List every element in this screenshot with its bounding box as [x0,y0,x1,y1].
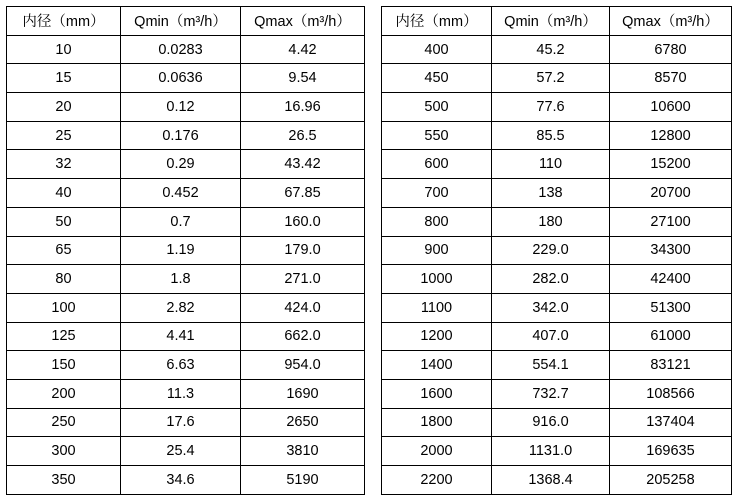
table-row [7,293,365,322]
cell-qmin: 1131.0 [492,437,610,466]
cell-qmin: 85.5 [492,121,610,150]
cell-qmin: 0.0636 [121,64,241,93]
table-header-row [7,7,365,36]
table-row [7,93,365,122]
cell-qmax: 27100 [610,207,732,236]
cell-qmax: 1690 [241,379,365,408]
cell-inner-diameter: 350 [7,466,121,495]
cell-inner-diameter: 1400 [382,351,492,380]
cell-qmax: 954.0 [241,351,365,380]
small-diameter-table [6,6,365,495]
table-row [7,150,365,179]
cell-qmax: 108566 [610,379,732,408]
cell-qmin: 407.0 [492,322,610,351]
table-row [382,121,732,150]
cell-qmin: 6.63 [121,351,241,380]
cell-inner-diameter: 100 [7,293,121,322]
table-row [7,351,365,380]
cell-qmin: 34.6 [121,466,241,495]
cell-qmin: 180 [492,207,610,236]
cell-qmax: 205258 [610,466,732,495]
cell-inner-diameter: 200 [7,379,121,408]
cell-qmin: 11.3 [121,379,241,408]
cell-qmin: 0.452 [121,179,241,208]
table-row [7,437,365,466]
cell-inner-diameter: 65 [7,236,121,265]
cell-qmin: 17.6 [121,408,241,437]
cell-qmin: 229.0 [492,236,610,265]
cell-inner-diameter: 150 [7,351,121,380]
cell-qmin: 0.0283 [121,35,241,64]
cell-qmax: 16.96 [241,93,365,122]
cell-qmin: 1.8 [121,265,241,294]
cell-qmin: 25.4 [121,437,241,466]
cell-inner-diameter: 125 [7,322,121,351]
table-row [7,265,365,294]
cell-qmin: 0.29 [121,150,241,179]
cell-qmax: 12800 [610,121,732,150]
cell-inner-diameter: 40 [7,179,121,208]
cell-qmin: 2.82 [121,293,241,322]
cell-qmax: 6780 [610,35,732,64]
cell-qmax: 83121 [610,351,732,380]
cell-qmax: 51300 [610,293,732,322]
table-row [382,64,732,93]
cell-qmin: 45.2 [492,35,610,64]
cell-qmax: 10600 [610,93,732,122]
cell-qmin: 138 [492,179,610,208]
table-row [7,379,365,408]
column-header-qmin: Qmin（m³/h） [121,7,241,36]
cell-inner-diameter: 550 [382,121,492,150]
cell-qmax: 42400 [610,265,732,294]
cell-qmin: 732.7 [492,379,610,408]
cell-qmax: 8570 [610,64,732,93]
cell-qmin: 1368.4 [492,466,610,495]
cell-qmin: 0.176 [121,121,241,150]
cell-inner-diameter: 10 [7,35,121,64]
cell-inner-diameter: 15 [7,64,121,93]
table-row [7,322,365,351]
cell-inner-diameter: 1100 [382,293,492,322]
cell-inner-diameter: 1200 [382,322,492,351]
table-row [382,179,732,208]
cell-qmax: 424.0 [241,293,365,322]
cell-qmax: 20700 [610,179,732,208]
cell-qmin: 916.0 [492,408,610,437]
table-row [382,293,732,322]
table-row [7,466,365,495]
table-row [382,322,732,351]
cell-qmin: 4.41 [121,322,241,351]
cell-inner-diameter: 700 [382,179,492,208]
table-row [382,236,732,265]
cell-qmin: 77.6 [492,93,610,122]
cell-inner-diameter: 32 [7,150,121,179]
table-row [382,150,732,179]
cell-qmax: 169635 [610,437,732,466]
table-row [7,121,365,150]
cell-qmin: 342.0 [492,293,610,322]
cell-qmax: 137404 [610,408,732,437]
cell-inner-diameter: 80 [7,265,121,294]
cell-qmax: 67.85 [241,179,365,208]
cell-qmax: 2650 [241,408,365,437]
table-row [382,35,732,64]
cell-inner-diameter: 1600 [382,379,492,408]
cell-qmin: 110 [492,150,610,179]
cell-qmin: 1.19 [121,236,241,265]
table-header-row [382,7,732,36]
table-row [382,207,732,236]
column-header-inner-diameter: 内径（mm） [7,7,121,36]
table-row [382,265,732,294]
table-row [382,93,732,122]
cell-inner-diameter: 2000 [382,437,492,466]
column-header-qmin: Qmin（m³/h） [492,7,610,36]
column-header-inner-diameter: 内径（mm） [382,7,492,36]
cell-qmax: 9.54 [241,64,365,93]
cell-inner-diameter: 450 [382,64,492,93]
cell-inner-diameter: 400 [382,35,492,64]
table-row [382,351,732,380]
cell-qmax: 5190 [241,466,365,495]
cell-inner-diameter: 1800 [382,408,492,437]
cell-inner-diameter: 20 [7,93,121,122]
cell-qmin: 0.12 [121,93,241,122]
table-row [382,379,732,408]
cell-inner-diameter: 800 [382,207,492,236]
cell-inner-diameter: 300 [7,437,121,466]
cell-qmax: 160.0 [241,207,365,236]
table-row [382,466,732,495]
cell-qmin: 57.2 [492,64,610,93]
cell-inner-diameter: 25 [7,121,121,150]
small-diameter-table-wrap [6,6,365,495]
table-row [7,64,365,93]
table-row [7,207,365,236]
table-row [7,408,365,437]
table-row [7,179,365,208]
cell-qmax: 61000 [610,322,732,351]
large-diameter-table [381,6,732,495]
cell-inner-diameter: 50 [7,207,121,236]
column-header-qmax: Qmax（m³/h） [610,7,732,36]
cell-inner-diameter: 1000 [382,265,492,294]
table-row [382,437,732,466]
cell-inner-diameter: 500 [382,93,492,122]
cell-inner-diameter: 2200 [382,466,492,495]
cell-inner-diameter: 900 [382,236,492,265]
cell-qmax: 271.0 [241,265,365,294]
table-row [7,236,365,265]
cell-qmax: 15200 [610,150,732,179]
cell-qmax: 4.42 [241,35,365,64]
table-row [7,35,365,64]
cell-qmin: 0.7 [121,207,241,236]
cell-qmin: 282.0 [492,265,610,294]
cell-qmax: 34300 [610,236,732,265]
cell-qmax: 3810 [241,437,365,466]
cell-inner-diameter: 250 [7,408,121,437]
column-header-qmax: Qmax（m³/h） [241,7,365,36]
cell-qmax: 26.5 [241,121,365,150]
table-row [382,408,732,437]
cell-qmin: 554.1 [492,351,610,380]
cell-qmax: 179.0 [241,236,365,265]
cell-qmax: 662.0 [241,322,365,351]
cell-qmax: 43.42 [241,150,365,179]
cell-inner-diameter: 600 [382,150,492,179]
large-diameter-table-wrap [381,6,732,495]
